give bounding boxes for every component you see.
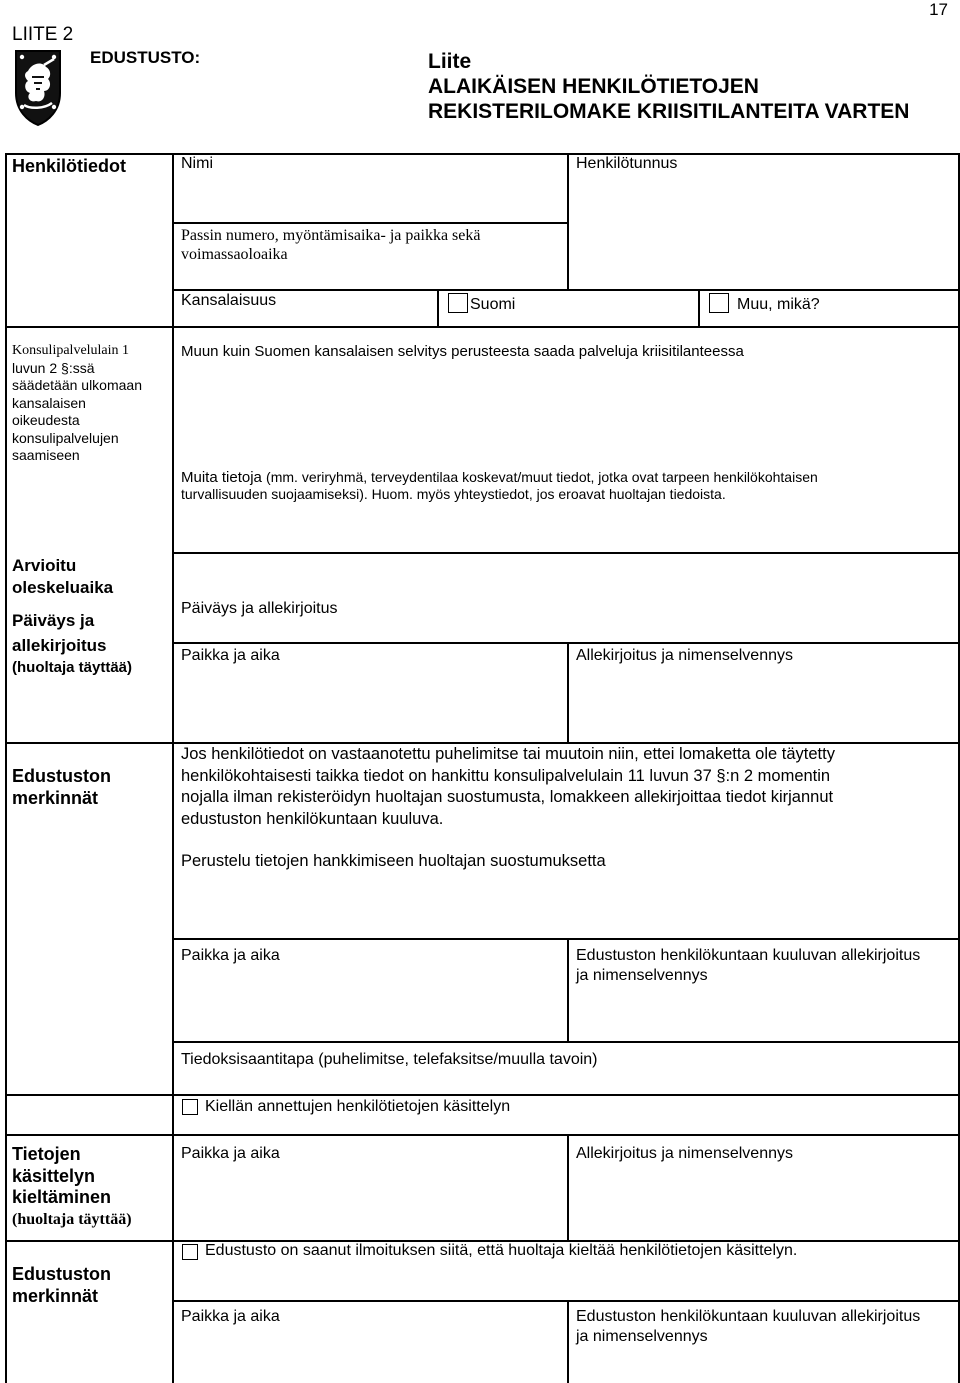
rule-method <box>5 1094 960 1096</box>
embassy-notes-side-label: Edustuston merkinnät <box>12 766 111 808</box>
rule-top <box>5 153 960 155</box>
rule-staff-sign-column <box>567 938 569 1041</box>
rule-label-column <box>172 153 174 1383</box>
refusal-signature-name-field-label[interactable]: Allekirjoitus ja nimenselvennys <box>576 1145 793 1162</box>
form-title-line2: ALAIKÄISEN HENKILÖTIETOJEN <box>428 75 759 98</box>
reason-field-label[interactable]: Perustelu tietojen hankkimiseen huoltajan suostumuksetta <box>181 852 606 870</box>
rule-citizenship-col1 <box>437 289 439 326</box>
rule-refusal-check <box>5 1134 960 1136</box>
refusal-checkbox-label: Kiellän annettujen henkilötietojen käsittelyn <box>205 1098 511 1115</box>
stay-signature-name-field-label[interactable]: Allekirjoitus ja nimenselvennys <box>576 647 793 664</box>
rule-consular <box>173 552 960 554</box>
stay-place-time-field-label[interactable]: Paikka ja aika <box>181 647 280 664</box>
rule-stay-sign-column <box>567 642 569 742</box>
citizenship-other-checkbox[interactable] <box>709 293 729 313</box>
personal-id-field-label[interactable]: Henkilötunnus <box>576 155 678 172</box>
citizenship-other-label[interactable]: Muu, mikä? <box>737 296 820 313</box>
refusal-side-label: Tietojen käsittelyn kieltäminen (huoltaja täyttää) <box>12 1144 132 1228</box>
staff-signature-field-label-line1[interactable]: Edustuston henkilökuntaan kuuluvan allekirjoitus <box>576 947 921 964</box>
notification-method-field-label[interactable]: Tiedoksisaantitapa (puhelimitse, telefaksitse/muulla tavoin) <box>181 1051 598 1068</box>
refusal-place-time-field-label[interactable]: Paikka ja aika <box>181 1145 280 1162</box>
embassy2-staff-signature-field-label-line1[interactable]: Edustuston henkilökuntaan kuuluvan allekirjoitus <box>576 1308 921 1325</box>
form-title-line3: REKISTERILOMAKE KRIISITILANTEITA VARTEN <box>428 100 910 123</box>
citizenship-finland-label: Suomi <box>470 296 516 313</box>
refusal-checkbox[interactable] <box>182 1099 198 1115</box>
citizenship-finland-checkbox[interactable] <box>448 293 468 313</box>
non-finnish-basis-field-label[interactable]: Muun kuin Suomen kansalaisen selvitys perusteesta saada palveluja kriisitilanteessa <box>181 343 744 360</box>
other-info-note-line2: turvallisuuden suojaamiseksi). Huom. myös yhteystiedot, jos eroavat huoltajan tiedoista. <box>181 486 726 502</box>
name-field-label[interactable]: Nimi <box>181 155 213 172</box>
rule-embassy2-sign-column <box>567 1300 569 1383</box>
rule-citizenship <box>5 326 960 328</box>
citizenship-label: Kansalaisuus <box>181 292 277 309</box>
embassy2-place-time-field-label[interactable]: Paikka ja aika <box>181 1308 280 1325</box>
stay-side-label: Arvioitu oleskeluaika Päiväys ja allekirjoitus (huoltaja täyttää) <box>12 556 133 676</box>
rule-citizenship-col2 <box>698 289 700 326</box>
rule-id-column <box>567 153 569 289</box>
section-personal-label: Henkilötiedot <box>12 156 127 176</box>
other-info-field-label[interactable]: Muita tietoja (mm. veriryhmä, terveydentilaa koskevat/muut tiedot, jotka ovat tarpeen henkilökohtaisen <box>181 469 818 486</box>
embassy-label: EDUSTUSTO: <box>90 48 201 67</box>
embassy2-staff-signature-field-label-line2: ja nimenselvennys <box>576 1328 708 1345</box>
date-signature-field-label[interactable]: Päiväys ja allekirjoitus <box>181 600 338 617</box>
rule-staff-sign <box>173 1041 960 1043</box>
staff-signature-field-label-line2: ja nimenselvennys <box>576 967 708 984</box>
passport-field-label-line1[interactable]: Passin numero, myöntämisaika- ja paikka sekä <box>181 227 481 244</box>
form-title-line1: Liite <box>428 50 472 73</box>
consular-side-note: Konsulipalvelulain 1 luvun 2 §:ssä säädetään ulkomaan kansalaisen oikeudesta konsulipalvelujen saamiseen <box>12 343 142 463</box>
rule-name <box>173 222 568 224</box>
embassy-notes2-side-label: Edustuston merkinnät <box>12 1264 111 1306</box>
finnish-coat-of-arms-logo <box>14 47 62 127</box>
rule-passport <box>173 289 960 291</box>
embassy-notified-checkbox[interactable] <box>182 1244 198 1260</box>
rule-refusal-sign-column <box>567 1134 569 1240</box>
page-number: 17 <box>929 0 948 19</box>
embassy-place-time-field-label[interactable]: Paikka ja aika <box>181 947 280 964</box>
passport-field-label-line2: voimassaoloaika <box>181 246 288 263</box>
embassy-notified-checkbox-label: Edustusto on saanut ilmoituksen siitä, että huoltaja kieltää henkilötietojen käsittelyn. <box>205 1242 798 1259</box>
appendix-label: LIITE 2 <box>12 24 74 45</box>
embassy-notes-paragraph: Jos henkilötiedot on vastaanotettu puhelimitse tai muutoin niin, ettei lomaketta ole täytetty henkilökohtaisesti taikka tiedot on hankittu konsulipalvelulain 11 luvun 37 §:n 2 momentin nojalla ilman rekisteröidyn huoltajan suostumusta, lomakkeen allekirjoittaa tiedot kirjannut edustuston henkilökuntaan kuuluva. <box>181 745 835 828</box>
rule-left <box>5 153 7 1383</box>
